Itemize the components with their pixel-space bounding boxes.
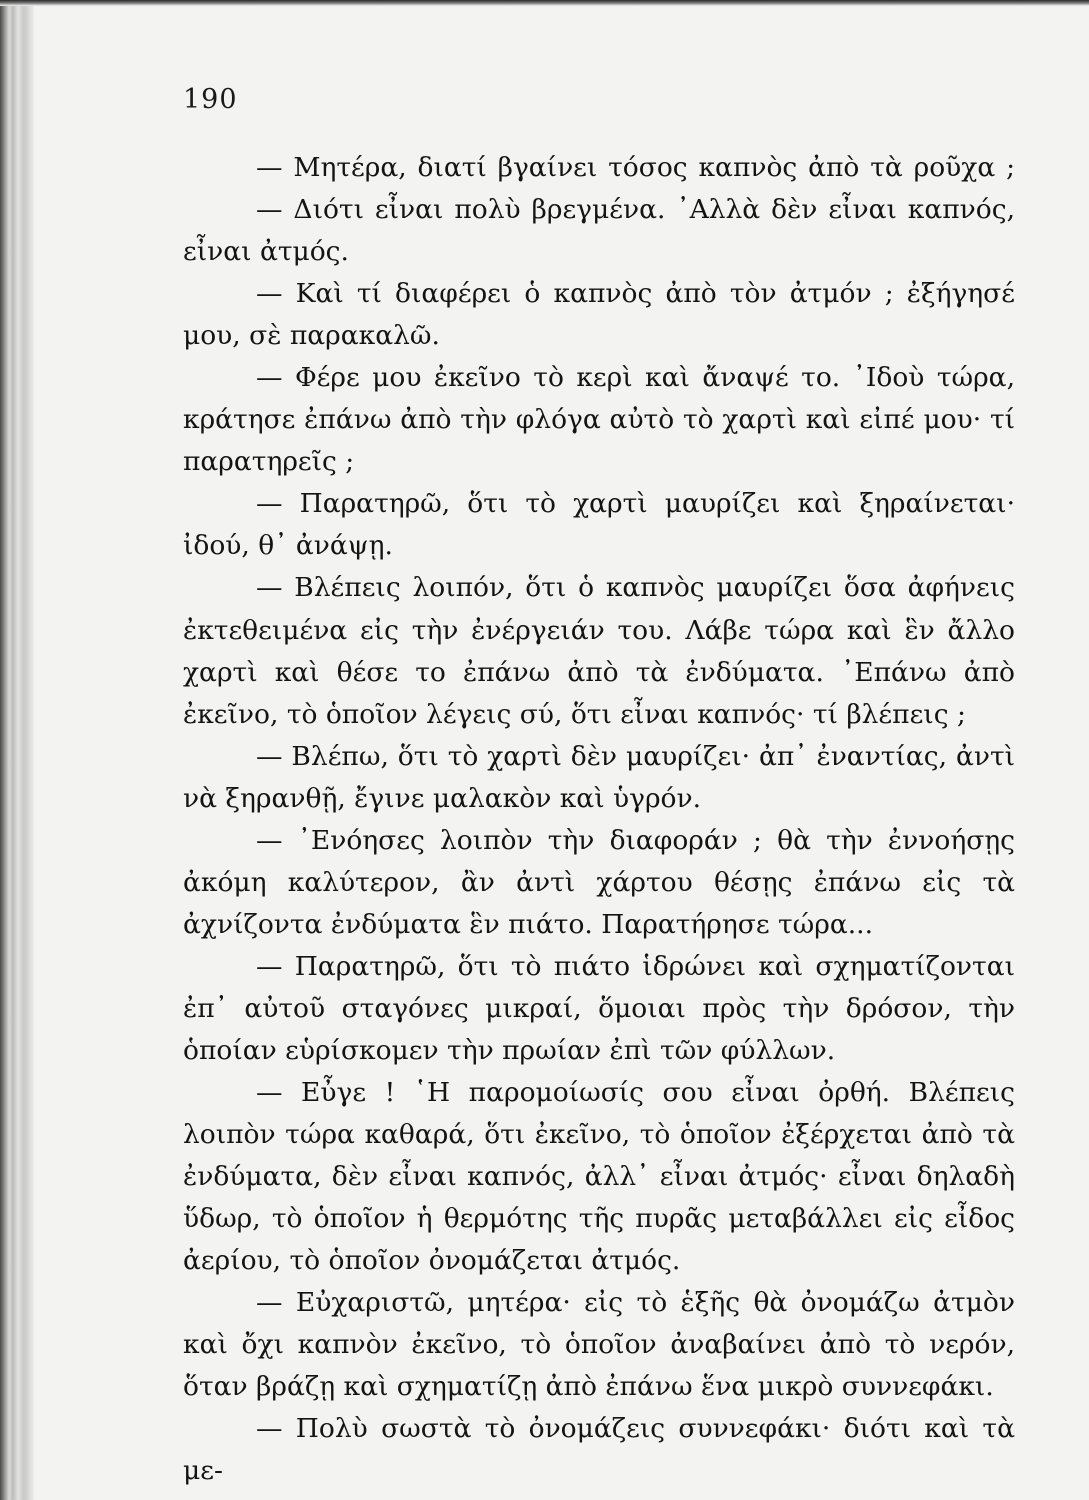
book-spine-shadow <box>0 0 34 1500</box>
paragraph: — Εὖγε ! ῾Η παρομοίωσίς σου εἶναι ὀρθή. Βλέπεις λοιπὸν τώρα καθαρά, ὅτι ἐκεῖνο, τὸ ὁποῖον ἐξέρχεται ἀπὸ τὰ ἐνδύματα, δὲν εἶναι καπνός, ἀλλ᾿ εἶναι ἀτμός· εἶναι δηλαδὴ ὕδωρ, τὸ ὁποῖον ἡ θερμότης τῆς πυρᾶς μεταβάλλει εἰς εἶδος ἀερίου, τὸ ὁποῖον ὀνομάζεται ἀτμός. <box>183 1077 1015 1277</box>
page-number: 190 <box>183 84 238 115</box>
paragraph: — Καὶ τί διαφέρει ὁ καπνὸς ἀπὸ τὸν ἀτμόν ; ἐξήγησέ μου, σὲ παρακαλῶ. <box>183 278 1015 352</box>
paragraph: — Βλέπεις λοιπόν, ὅτι ὁ καπνὸς μαυρίζει ὅσα ἀφήνεις ἐκτεθειμένα εἰς τὴν ἐνέργειάν του. Λάβε τώρα καὶ ἓν ἄλλο χαρτὶ καὶ θέσε το ἐπάνω ἀπὸ τὰ ἐνδύματα. ᾿Επάνω ἀπὸ ἐκεῖνο, τὸ ὁποῖον λέγεις σύ, ὅτι εἶναι καπνός· τί βλέπεις ; <box>183 572 1015 730</box>
body-text <box>183 147 1015 1493</box>
paragraph: — Παρατηρῶ, ὅτι τὸ πιάτο ἱδρώνει καὶ σχηματίζονται ἐπ᾿ αὐτοῦ σταγόνες μικραί, ὅμοιαι πρὸς τὴν δρόσον, τὴν ὁποίαν εὑρίσκομεν τὴν πρωίαν ἐπὶ τῶν φύλλων. <box>183 950 1015 1066</box>
paragraph: — Παρατηρῶ, ὅτι τὸ χαρτὶ μαυρίζει καὶ ξηραίνεται· ἰδού, θ᾿ ἀνάψῃ. <box>183 488 1015 562</box>
paragraph: — Διότι εἶναι πολὺ βρεγμένα. ᾿Αλλὰ δὲν εἶναι καπνός, εἶναι ἀτμός. <box>183 194 1015 268</box>
paragraph: — Εὐχαριστῶ, μητέρα· εἰς τὸ ἑξῆς θὰ ὀνομάζω ἀτμὸν καὶ ὄχι καπνὸν ἐκεῖνο, τὸ ὁποῖον ἀναβαίνει ἀπὸ τὸ νερόν, ὅταν βράζῃ καὶ σχηματίζῃ ἀπὸ ἐπάνω ἕνα μικρὸ συννεφάκι. <box>183 1287 1015 1403</box>
paragraph: — Φέρε μου ἐκεῖνο τὸ κερὶ καὶ ἄναψέ το. ᾿Ιδοὺ τώρα, κράτησε ἐπάνω ἀπὸ τὴν φλόγα αὐτὸ τὸ χαρτὶ καὶ εἰπέ μου· τί παρατηρεῖς ; <box>183 362 1015 478</box>
paragraph: — Μητέρα, διατί βγαίνει τόσος καπνὸς ἀπὸ τὰ ροῦχα ; <box>256 152 1015 183</box>
paragraph: — Πολὺ σωστὰ τὸ ὀνομάζεις συννεφάκι· διότι καὶ τὰ με- <box>183 1413 1015 1487</box>
paragraph: — Βλέπω, ὅτι τὸ χαρτὶ δὲν μαυρίζει· ἀπ᾿ ἐναντίας, ἀντὶ νὰ ξηρανθῇ, ἔγινε μαλακὸν καὶ ὑγρόν. <box>183 740 1015 814</box>
paragraph: — ᾿Ενόησες λοιπὸν τὴν διαφοράν ; θὰ τὴν ἐννοήσῃς ἀκόμη καλύτερον, ἂν ἀντὶ χάρτου θέσῃς ἐπάνω εἰς τὰ ἀχνίζοντα ἐνδύματα ἓν πιάτο. Παρατήρησε τώρα... <box>183 824 1015 940</box>
page-top-edge <box>0 0 1089 6</box>
